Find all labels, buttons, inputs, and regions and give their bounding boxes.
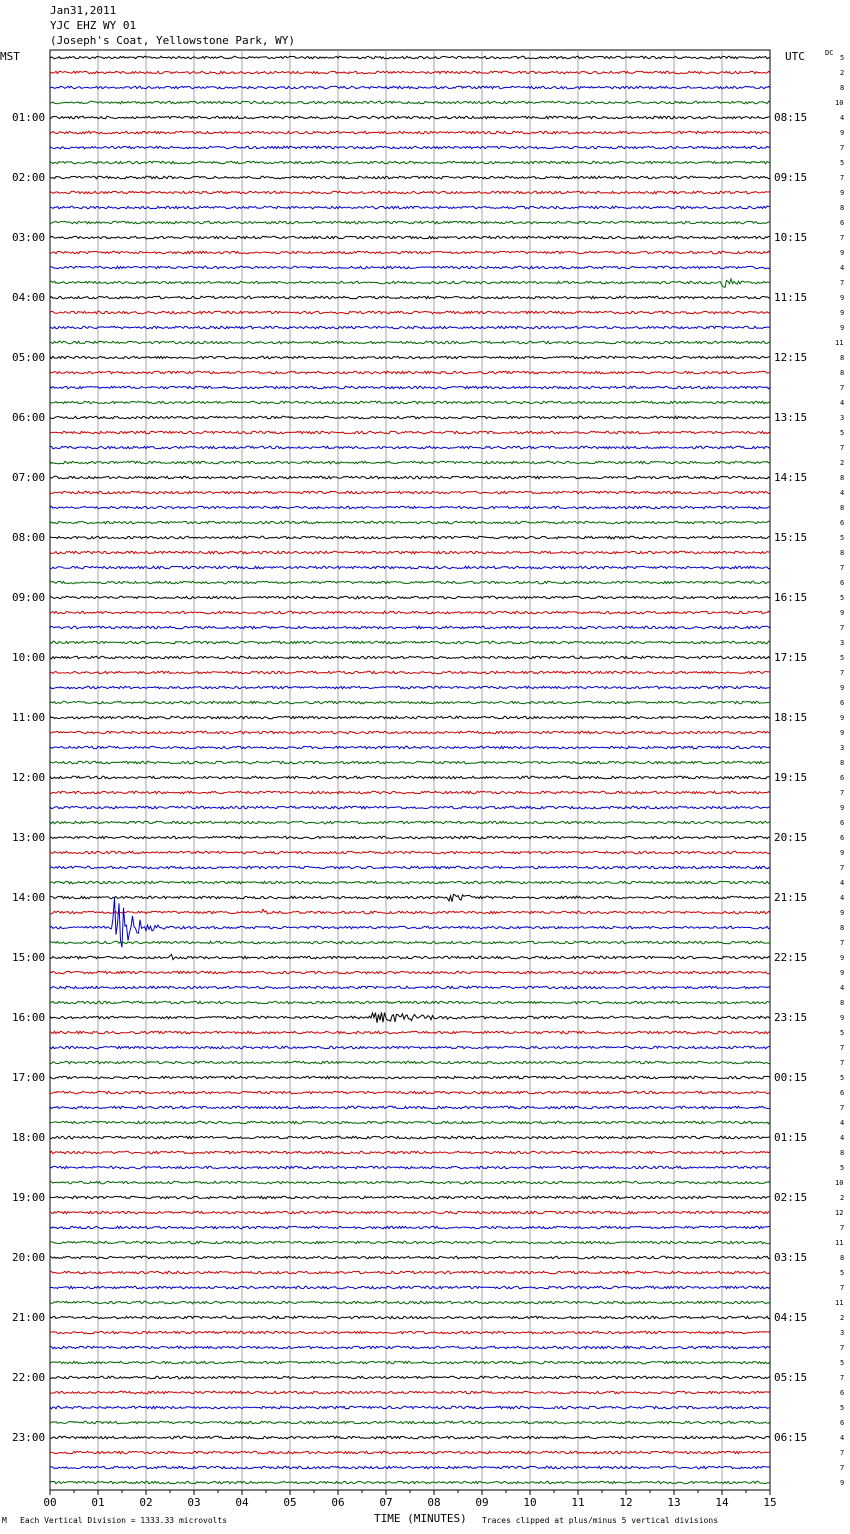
dc-offset-label: 6 xyxy=(840,578,845,587)
seismic-trace xyxy=(50,761,770,764)
seismic-trace xyxy=(50,1241,770,1244)
right-hour-label: 00:15 xyxy=(774,1070,808,1084)
dc-offset-label: 7 xyxy=(840,143,845,152)
dc-offset-label: 12 xyxy=(835,1208,844,1217)
left-hour-label: 16:00 xyxy=(12,1010,46,1024)
seismic-trace xyxy=(50,221,770,224)
dc-header-label: DC xyxy=(825,49,834,57)
seismic-trace xyxy=(50,386,770,389)
seismic-trace xyxy=(50,1346,770,1349)
seismic-trace xyxy=(50,596,770,599)
dc-offset-label: 11 xyxy=(835,1298,844,1307)
dc-offset-label: 5 xyxy=(840,158,845,167)
dc-offset-label: 7 xyxy=(840,278,845,287)
seismic-trace xyxy=(50,371,770,374)
dc-offset-label: 4 xyxy=(840,983,845,992)
left-hour-label: 17:00 xyxy=(12,1070,46,1084)
left-hour-label: 01:00 xyxy=(12,110,46,124)
seismic-trace xyxy=(50,866,770,869)
dc-offset-label: 8 xyxy=(840,503,845,512)
seismic-trace xyxy=(50,1091,770,1094)
dc-offset-label: 4 xyxy=(840,878,845,887)
seismic-trace xyxy=(50,326,770,329)
seismic-trace xyxy=(50,611,770,614)
dc-offset-label: 10 xyxy=(835,1178,844,1187)
seismic-trace xyxy=(50,431,770,434)
x-tick-label: 08 xyxy=(427,1496,441,1509)
dc-offset-label: 7 xyxy=(840,1043,845,1052)
seismic-trace xyxy=(50,1181,770,1184)
dc-offset-label: 2 xyxy=(840,1193,845,1202)
right-hour-label: 08:15 xyxy=(774,110,808,124)
dc-offset-label: 7 xyxy=(840,233,845,242)
left-hour-label: 02:00 xyxy=(12,170,46,184)
left-hour-label: 10:00 xyxy=(12,650,46,664)
dc-offset-label: 7 xyxy=(840,1343,845,1352)
dc-offset-label: 8 xyxy=(840,923,845,932)
dc-offset-label: 9 xyxy=(840,248,845,257)
seismic-trace xyxy=(50,311,770,314)
dc-offset-label: 9 xyxy=(840,968,845,977)
seismic-trace xyxy=(50,71,770,74)
right-hour-label: 02:15 xyxy=(774,1190,808,1204)
dc-offset-label: 9 xyxy=(840,608,845,617)
seismic-trace xyxy=(50,1301,770,1304)
right-hour-label: 11:15 xyxy=(774,290,808,304)
seismic-trace xyxy=(50,491,770,494)
dc-offset-label: 4 xyxy=(840,113,845,122)
dc-offset-label: 7 xyxy=(840,863,845,872)
seismic-trace xyxy=(50,296,770,299)
dc-offset-label: 4 xyxy=(840,263,845,272)
dc-offset-label: 3 xyxy=(840,1328,845,1337)
left-hour-label: 21:00 xyxy=(12,1310,46,1324)
dc-offset-label: 4 xyxy=(840,488,845,497)
dc-offset-label: 9 xyxy=(840,848,845,857)
right-hour-label: 09:15 xyxy=(774,170,808,184)
dc-offset-label: 5 xyxy=(840,1403,845,1412)
dc-offset-label: 7 xyxy=(840,383,845,392)
seismic-trace xyxy=(50,1012,770,1023)
seismic-trace xyxy=(50,86,770,89)
dc-offset-label: 6 xyxy=(840,1088,845,1097)
seismic-trace xyxy=(50,731,770,734)
dc-offset-label: 6 xyxy=(840,833,845,842)
seismic-trace xyxy=(50,851,770,854)
right-hour-label: 22:15 xyxy=(774,950,808,964)
x-tick-label: 02 xyxy=(139,1496,153,1509)
seismic-trace xyxy=(50,1001,770,1004)
seismic-trace xyxy=(50,716,770,719)
seismic-trace xyxy=(50,461,770,464)
seismic-trace xyxy=(50,446,770,449)
right-hour-label: 20:15 xyxy=(774,830,808,844)
dc-offset-label: 3 xyxy=(840,413,845,422)
dc-offset-label: 2 xyxy=(840,68,845,77)
dc-offset-label: 6 xyxy=(840,773,845,782)
seismic-trace xyxy=(50,746,770,749)
seismic-trace xyxy=(50,1481,770,1484)
dc-offset-label: 7 xyxy=(840,788,845,797)
seismic-trace xyxy=(50,1196,770,1199)
seismic-trace xyxy=(50,416,770,419)
seismic-trace xyxy=(50,206,770,209)
left-hour-label: 15:00 xyxy=(12,950,46,964)
right-timezone-label: UTC xyxy=(785,50,805,63)
right-hour-label: 10:15 xyxy=(774,230,808,244)
seismic-trace xyxy=(50,791,770,794)
seismic-trace xyxy=(50,941,770,944)
dc-offset-label: 8 xyxy=(840,998,845,1007)
scale-note: Each Vertical Division = 1333.33 microvolts xyxy=(20,1516,228,1525)
seismic-trace xyxy=(50,1211,770,1214)
seismic-trace xyxy=(50,131,770,134)
seismic-trace xyxy=(50,476,770,479)
left-hour-label: 05:00 xyxy=(12,350,46,364)
right-hour-label: 06:15 xyxy=(774,1430,808,1444)
x-tick-label: 04 xyxy=(235,1496,249,1509)
dc-offset-label: 8 xyxy=(840,758,845,767)
left-hour-label: 11:00 xyxy=(12,710,46,724)
right-hour-label: 12:15 xyxy=(774,350,808,364)
seismic-trace xyxy=(50,1046,770,1049)
left-hour-label: 06:00 xyxy=(12,410,46,424)
seismic-trace xyxy=(50,671,770,674)
seismic-trace xyxy=(50,909,770,914)
seismic-trace xyxy=(50,701,770,704)
dc-offset-label: 7 xyxy=(840,1283,845,1292)
seismic-trace xyxy=(50,955,770,960)
x-tick-label: 11 xyxy=(571,1496,585,1509)
dc-offset-label: 8 xyxy=(840,1148,845,1157)
dc-offset-label: 6 xyxy=(840,698,845,707)
dc-offset-label: 5 xyxy=(840,1073,845,1082)
seismic-trace xyxy=(50,536,770,539)
dc-offset-label: 9 xyxy=(840,293,845,302)
dc-offset-label: 5 xyxy=(840,1358,845,1367)
dc-offset-label: 8 xyxy=(840,368,845,377)
dc-offset-label: 7 xyxy=(840,623,845,632)
seismic-trace xyxy=(50,1226,770,1229)
seismic-trace xyxy=(50,776,770,779)
seismic-trace xyxy=(50,236,770,239)
dc-offset-label: 5 xyxy=(840,1028,845,1037)
seismic-trace xyxy=(50,176,770,179)
seismic-trace xyxy=(50,1136,770,1139)
location-label: (Joseph's Coat, Yellowstone Park, WY) xyxy=(50,34,296,47)
right-hour-label: 03:15 xyxy=(774,1250,808,1264)
dc-offset-label: 7 xyxy=(840,938,845,947)
x-tick-label: 15 xyxy=(763,1496,777,1509)
dc-offset-label: 8 xyxy=(840,548,845,557)
dc-offset-label: 11 xyxy=(835,1238,844,1247)
seismic-trace xyxy=(50,686,770,689)
x-tick-label: 01 xyxy=(91,1496,105,1509)
seismic-trace xyxy=(50,656,770,659)
seismic-trace xyxy=(50,626,770,629)
dc-offset-label: 8 xyxy=(840,353,845,362)
seismic-trace xyxy=(50,894,770,901)
seismic-trace xyxy=(50,341,770,344)
dc-offset-label: 9 xyxy=(840,128,845,137)
seismic-trace xyxy=(50,971,770,974)
seismic-trace xyxy=(50,1031,770,1034)
seismic-trace xyxy=(50,1391,770,1394)
left-hour-label: 22:00 xyxy=(12,1370,46,1384)
x-tick-label: 12 xyxy=(619,1496,633,1509)
left-hour-label: 14:00 xyxy=(12,890,46,904)
dc-offset-label: 4 xyxy=(840,1118,845,1127)
seismic-trace xyxy=(50,101,770,104)
dc-offset-label: 5 xyxy=(840,593,845,602)
seismic-trace xyxy=(50,1451,770,1454)
seismic-trace xyxy=(50,1331,770,1334)
right-hour-label: 13:15 xyxy=(774,410,808,424)
seismic-trace xyxy=(50,881,770,884)
clip-note: Traces clipped at plus/minus 5 vertical divisions xyxy=(482,1516,719,1525)
right-hour-label: 04:15 xyxy=(774,1310,808,1324)
seismic-trace xyxy=(50,266,770,269)
dc-offset-label: 9 xyxy=(840,713,845,722)
seismic-trace xyxy=(50,1406,770,1409)
seismic-trace xyxy=(50,116,770,119)
dc-offset-label: 8 xyxy=(840,1253,845,1262)
right-hour-label: 18:15 xyxy=(774,710,808,724)
seismic-trace xyxy=(50,251,770,254)
right-hour-label: 19:15 xyxy=(774,770,808,784)
seismic-trace xyxy=(50,191,770,194)
x-tick-label: 06 xyxy=(331,1496,345,1509)
seismic-trace xyxy=(50,56,770,59)
seismic-trace xyxy=(50,1286,770,1289)
seismic-trace xyxy=(50,356,770,359)
seismic-trace xyxy=(50,401,770,404)
left-hour-label: 03:00 xyxy=(12,230,46,244)
dc-offset-label: 6 xyxy=(840,818,845,827)
dc-offset-label: 5 xyxy=(840,53,845,62)
left-hour-label: 19:00 xyxy=(12,1190,46,1204)
right-hour-label: 23:15 xyxy=(774,1010,808,1024)
x-tick-label: 03 xyxy=(187,1496,201,1509)
dc-offset-label: 8 xyxy=(840,473,845,482)
left-hour-label: 04:00 xyxy=(12,290,46,304)
right-hour-label: 16:15 xyxy=(774,590,808,604)
left-hour-label: 09:00 xyxy=(12,590,46,604)
dc-offset-label: 6 xyxy=(840,518,845,527)
dc-offset-label: 7 xyxy=(840,1058,845,1067)
seismic-trace xyxy=(50,1466,770,1469)
x-tick-label: 07 xyxy=(379,1496,393,1509)
dc-offset-label: 5 xyxy=(840,1163,845,1172)
dc-offset-label: 7 xyxy=(840,1448,845,1457)
dc-offset-label: 4 xyxy=(840,398,845,407)
dc-offset-label: 9 xyxy=(840,728,845,737)
right-hour-label: 01:15 xyxy=(774,1130,808,1144)
dc-offset-label: 5 xyxy=(840,653,845,662)
seismic-trace xyxy=(50,581,770,584)
dc-offset-label: 8 xyxy=(840,83,845,92)
seismic-trace xyxy=(50,566,770,569)
seismic-trace xyxy=(50,146,770,149)
seismic-trace xyxy=(50,161,770,164)
seismic-trace xyxy=(50,806,770,809)
left-hour-label: 08:00 xyxy=(12,530,46,544)
left-hour-label: 13:00 xyxy=(12,830,46,844)
left-hour-label: 12:00 xyxy=(12,770,46,784)
left-hour-label: 20:00 xyxy=(12,1250,46,1264)
dc-offset-label: 9 xyxy=(840,323,845,332)
seismic-trace xyxy=(50,1151,770,1154)
dc-offset-label: 9 xyxy=(840,953,845,962)
seismic-trace xyxy=(50,641,770,644)
x-tick-label: 05 xyxy=(283,1496,297,1509)
dc-offset-label: 7 xyxy=(840,1103,845,1112)
dc-offset-label: 5 xyxy=(840,533,845,542)
dc-offset-label: 9 xyxy=(840,1478,845,1487)
seismic-trace xyxy=(50,1376,770,1379)
x-tick-label: 00 xyxy=(43,1496,57,1509)
seismic-trace xyxy=(50,1271,770,1274)
left-hour-label: 23:00 xyxy=(12,1430,46,1444)
date-label: Jan31,2011 xyxy=(50,4,117,17)
seismic-trace xyxy=(50,986,770,989)
left-timezone-label: MST xyxy=(0,50,20,63)
seismic-trace xyxy=(50,1316,770,1319)
dc-offset-label: 7 xyxy=(840,173,845,182)
dc-offset-label: 3 xyxy=(840,743,845,752)
dc-offset-label: 9 xyxy=(840,1013,845,1022)
dc-offset-label: 7 xyxy=(840,1373,845,1382)
dc-offset-label: 9 xyxy=(840,683,845,692)
dc-offset-label: 5 xyxy=(840,428,845,437)
seismic-trace xyxy=(50,551,770,554)
right-hour-label: 17:15 xyxy=(774,650,808,664)
dc-offset-label: 11 xyxy=(835,338,844,347)
x-axis-title: TIME (MINUTES) xyxy=(374,1512,467,1525)
station-label: YJC EHZ WY 01 xyxy=(50,19,137,32)
seismic-trace xyxy=(50,279,770,287)
dc-offset-label: 6 xyxy=(840,218,845,227)
dc-offset-label: 7 xyxy=(840,1463,845,1472)
left-hour-label: 07:00 xyxy=(12,470,46,484)
seismic-trace xyxy=(50,1436,770,1439)
seismic-trace xyxy=(50,1166,770,1169)
dc-offset-label: 7 xyxy=(840,668,845,677)
seismic-trace xyxy=(50,506,770,509)
corner-mark: M xyxy=(2,1516,7,1525)
dc-offset-label: 6 xyxy=(840,1418,845,1427)
dc-offset-label: 9 xyxy=(840,803,845,812)
right-hour-label: 05:15 xyxy=(774,1370,808,1384)
dc-offset-label: 8 xyxy=(840,203,845,212)
seismic-trace xyxy=(50,1256,770,1259)
seismic-trace xyxy=(50,1121,770,1124)
dc-offset-label: 5 xyxy=(840,1268,845,1277)
dc-offset-label: 4 xyxy=(840,1433,845,1442)
seismic-trace xyxy=(50,897,770,947)
x-tick-label: 10 xyxy=(523,1496,537,1509)
seismic-trace xyxy=(50,1106,770,1109)
dc-offset-label: 9 xyxy=(840,908,845,917)
seismic-trace xyxy=(50,1061,770,1064)
dc-offset-label: 9 xyxy=(840,188,845,197)
right-hour-label: 14:15 xyxy=(774,470,808,484)
seismic-trace xyxy=(50,836,770,839)
right-hour-label: 21:15 xyxy=(774,890,808,904)
dc-offset-label: 9 xyxy=(840,308,845,317)
dc-offset-label: 10 xyxy=(835,98,844,107)
dc-offset-label: 2 xyxy=(840,458,845,467)
x-tick-label: 09 xyxy=(475,1496,489,1509)
left-hour-label: 18:00 xyxy=(12,1130,46,1144)
x-tick-label: 13 xyxy=(667,1496,681,1509)
right-hour-label: 15:15 xyxy=(774,530,808,544)
seismic-trace xyxy=(50,1361,770,1364)
dc-offset-label: 7 xyxy=(840,1223,845,1232)
dc-offset-label: 7 xyxy=(840,443,845,452)
seismic-trace xyxy=(50,1421,770,1424)
dc-offset-label: 7 xyxy=(840,563,845,572)
x-tick-label: 14 xyxy=(715,1496,729,1509)
seismic-trace xyxy=(50,1076,770,1079)
seismic-trace xyxy=(50,821,770,824)
dc-offset-label: 3 xyxy=(840,638,845,647)
dc-offset-label: 4 xyxy=(840,1133,845,1142)
seismic-trace xyxy=(50,521,770,524)
dc-offset-label: 6 xyxy=(840,1388,845,1397)
dc-offset-label: 2 xyxy=(840,1313,845,1322)
dc-offset-label: 4 xyxy=(840,893,845,902)
